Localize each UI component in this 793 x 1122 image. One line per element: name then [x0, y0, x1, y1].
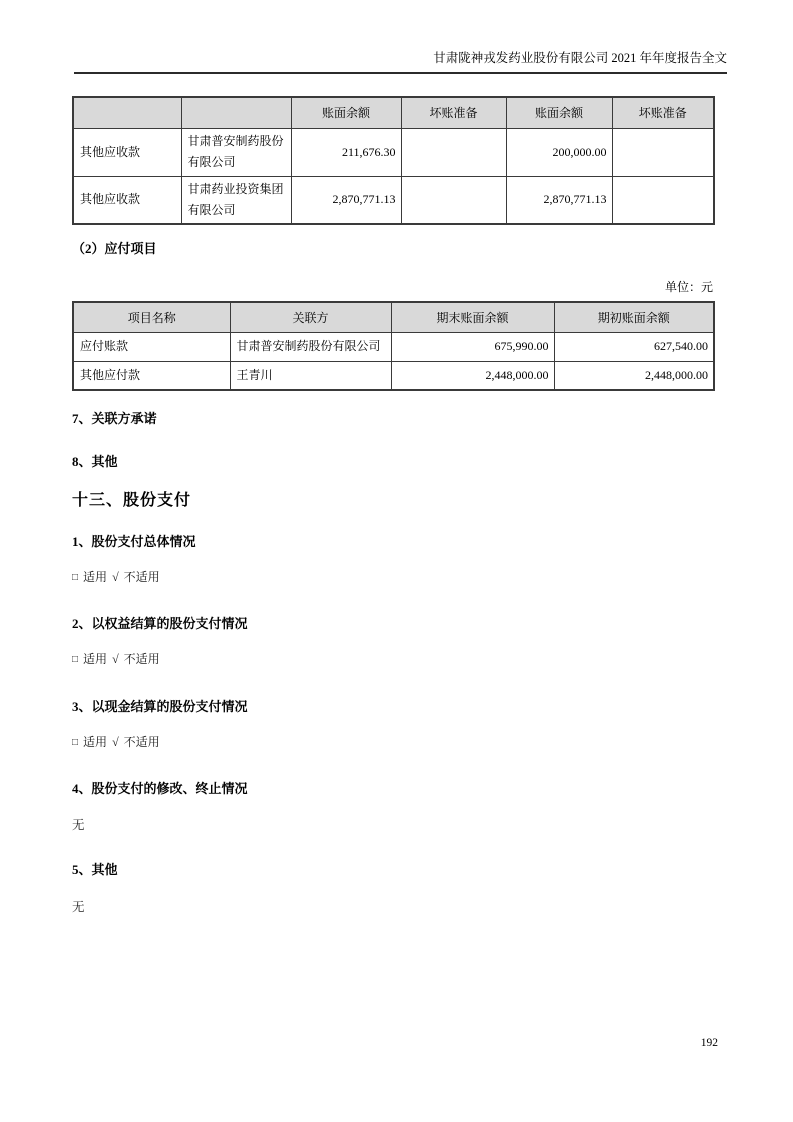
related-receivables-table: [72, 96, 715, 225]
column-header: 坏账准备: [612, 97, 714, 128]
applicable-label: 适用: [83, 735, 108, 749]
page-header: [74, 50, 727, 74]
beginning-balance-cell: 2,448,000.00: [554, 361, 714, 390]
column-header: 项目名称: [73, 302, 230, 332]
ending-balance-cell: 211,676.30: [291, 128, 401, 176]
column-header: 账面余额: [291, 97, 401, 128]
not-applicable-label: 不适用: [123, 735, 160, 749]
ending-balance-cell: 675,990.00: [391, 332, 554, 361]
ending-balance-cell: 2,448,000.00: [391, 361, 554, 390]
column-header: [73, 97, 181, 128]
related-party-cell: 甘肃普安制药股份有限公司: [230, 332, 391, 361]
beginning-bad-debt-cell: [612, 128, 714, 176]
table-row: [73, 128, 714, 176]
table-header-row: [73, 302, 714, 332]
item-cell: 其他应收款: [73, 128, 181, 176]
column-header: 账面余额: [506, 97, 612, 128]
ending-bad-debt-cell: [401, 128, 506, 176]
beginning-balance-cell: 2,870,771.13: [506, 176, 612, 224]
beginning-balance-cell: 627,540.00: [554, 332, 714, 361]
related-payables-table: [72, 301, 715, 391]
table-header-row: [73, 97, 714, 128]
checkmark-icon: √: [112, 652, 119, 666]
item-cell: 其他应收款: [73, 176, 181, 224]
item-cell: 应付账款: [73, 332, 230, 361]
item-cell: 其他应付款: [73, 361, 230, 390]
section-heading-8: 8、其他: [72, 454, 118, 469]
ending-bad-debt-cell: [401, 176, 506, 224]
table-row: [73, 361, 714, 390]
column-header: [181, 97, 291, 128]
checkbox-unchecked-icon: □: [72, 654, 79, 665]
applicable-label: 适用: [83, 652, 108, 666]
applicability-line: [72, 652, 727, 667]
beginning-balance-cell: 200,000.00: [506, 128, 612, 176]
column-header: 期初账面余额: [554, 302, 714, 332]
checkbox-unchecked-icon: □: [72, 572, 79, 583]
unit-label: 单位：元: [664, 280, 713, 294]
payables-section-title: （2）应付项目: [72, 241, 157, 256]
beginning-bad-debt-cell: [612, 176, 714, 224]
subsection-heading-5: 5、其他: [72, 862, 118, 877]
checkbox-unchecked-icon: □: [72, 737, 79, 748]
ending-balance-cell: 2,870,771.13: [291, 176, 401, 224]
page-content: [72, 96, 727, 915]
related-party-cell: 甘肃药业投资集团有限公司: [181, 176, 291, 224]
checkmark-icon: √: [112, 735, 119, 749]
subsection-heading-1: 1、股份支付总体情况: [72, 534, 196, 549]
table-row: [73, 332, 714, 361]
related-party-cell: 甘肃普安制药股份有限公司: [181, 128, 291, 176]
related-party-cell: 王青川: [230, 361, 391, 390]
table-row: [73, 176, 714, 224]
subsection-heading-4: 4、股份支付的修改、终止情况: [72, 781, 248, 796]
none-text: 无: [72, 818, 85, 832]
applicability-line: [72, 735, 727, 750]
column-header: 关联方: [230, 302, 391, 332]
none-text: 无: [72, 900, 85, 914]
section-heading-7: 7、关联方承诺: [72, 411, 157, 426]
checkmark-icon: √: [112, 570, 119, 584]
chapter-heading-13: 十三、股份支付: [72, 492, 192, 509]
not-applicable-label: 不适用: [123, 652, 160, 666]
applicable-label: 适用: [83, 570, 108, 584]
subsection-heading-3: 3、以现金结算的股份支付情况: [72, 699, 248, 714]
report-title: 甘肃陇神戎发药业股份有限公司 2021 年年度报告全文: [433, 51, 727, 65]
subsection-heading-2: 2、以权益结算的股份支付情况: [72, 616, 248, 631]
not-applicable-label: 不适用: [123, 570, 160, 584]
column-header: 期末账面余额: [391, 302, 554, 332]
page-number: 192: [700, 1037, 718, 1049]
applicability-line: [72, 570, 727, 585]
column-header: 坏账准备: [401, 97, 506, 128]
